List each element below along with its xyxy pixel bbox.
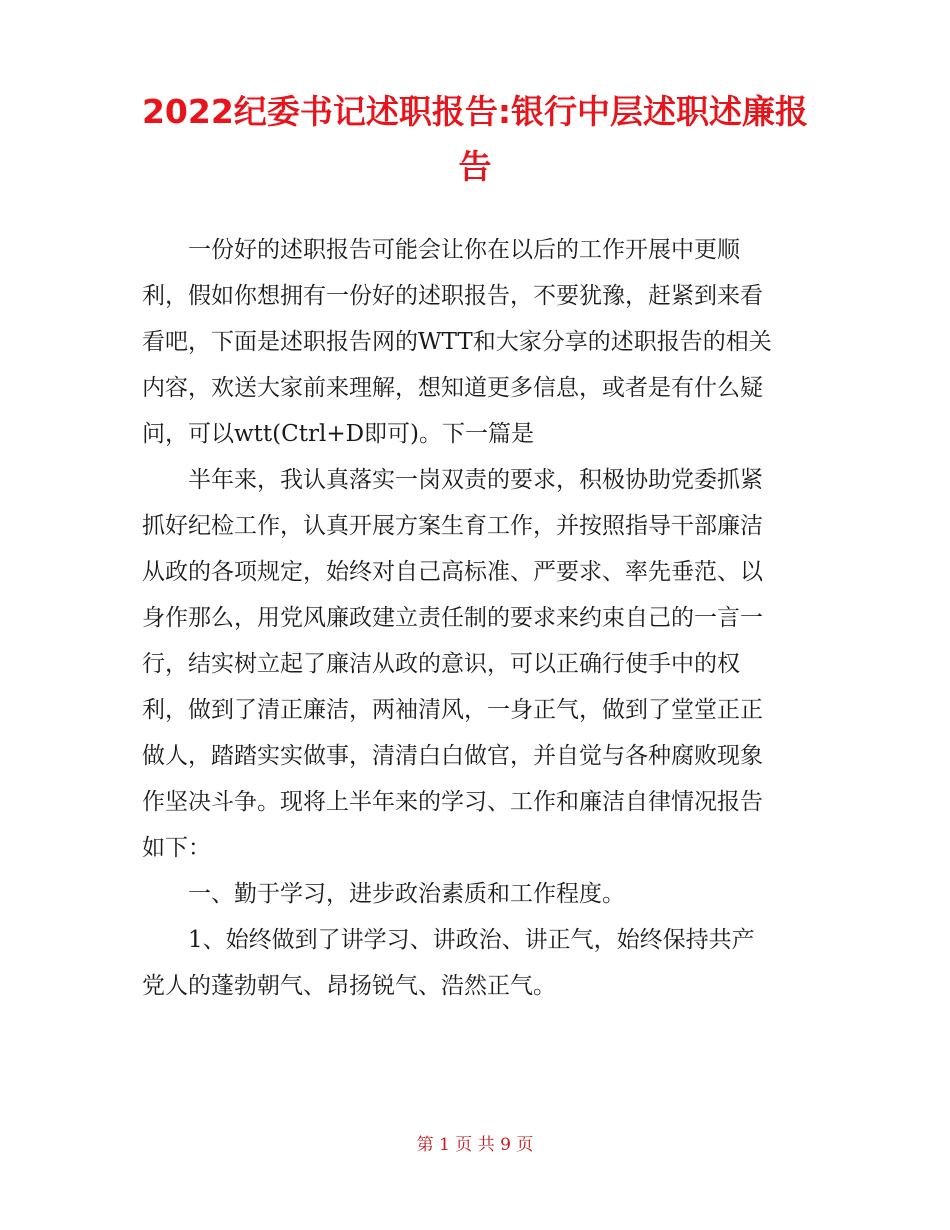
body-line: 从政的各项规定，始终对自己高标准、严要求、率先垂范、以 <box>142 559 763 585</box>
body-line: 内容，欢送大家前来理解，想知道更多信息，或者是有什么疑 <box>142 375 763 401</box>
page-footer: 第 1 页 共 9 页 <box>416 1135 534 1155</box>
title-line-2: 告 <box>458 147 492 186</box>
body-line: 作坚决斗争。现将上半年来的学习、工作和廉洁自律情况报告 <box>142 789 763 815</box>
body-line: 一份好的述职报告可能会让你在以后的工作开展中更顺 <box>142 237 740 263</box>
body-line: 利，假如你想拥有一份好的述职报告，不要犹豫，赶紧到来看 <box>142 283 763 309</box>
body-line: 做人，踏踏实实做事，清清白白做官，并自觉与各种腐败现象 <box>142 743 763 769</box>
body-line: 身作那么，用党风廉政建立责任制的要求来约束自己的一言一 <box>142 605 763 631</box>
body-line: 半年来，我认真落实一岗双责的要求，积极协助党委抓紧 <box>142 467 763 493</box>
body-line: 如下： <box>142 835 211 861</box>
body-line: 行，结实树立起了廉洁从政的意识，可以正确行使手中的权 <box>142 651 740 677</box>
body-line: 党人的蓬勃朝气、昂扬锐气、浩然正气。 <box>142 973 556 999</box>
body-line: 问，可以wtt(Ctrl+D即可)。下一篇是 <box>142 421 535 447</box>
section-heading: 一、勤于学习，进步政治素质和工作程度。 <box>142 881 625 907</box>
body-line: 抓好纪检工作，认真开展方案生育工作，并按照指导干部廉洁 <box>142 513 763 539</box>
title-line-1: 2022纪委书记述职报告:银行中层述职述廉报 <box>141 92 809 131</box>
body-line: 利，做到了清正廉洁，两袖清风，一身正气，做到了堂堂正正 <box>142 697 763 723</box>
document-title <box>100 84 850 194</box>
body-line: 看吧，下面是述职报告网的WTT和大家分享的述职报告的相关 <box>142 329 772 355</box>
body-line: 1、始终做到了讲学习、讲政治、讲正气，始终保持共产 <box>142 927 755 953</box>
